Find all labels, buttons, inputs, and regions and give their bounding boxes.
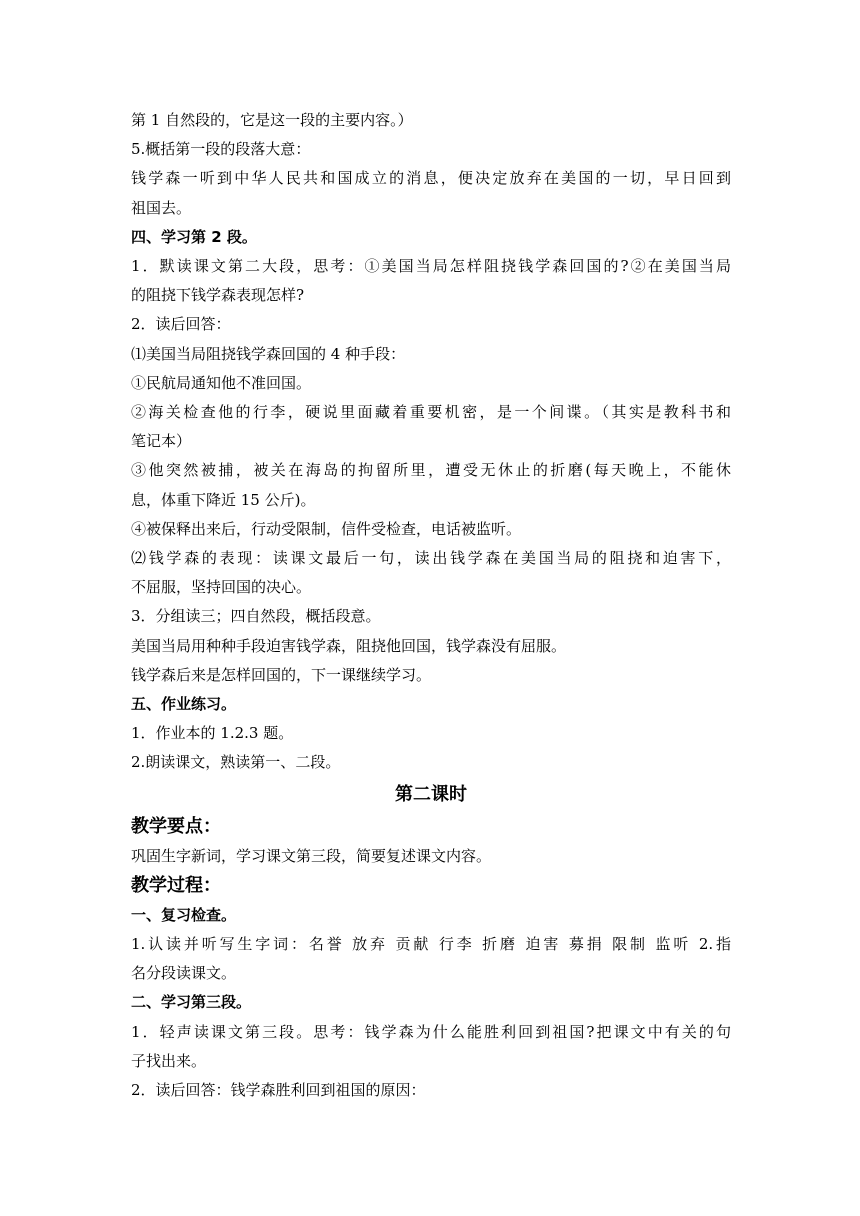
text-line: 美国当局用种种手段迫害钱学森，阻挠他回国，钱学森没有屈服。 — [131, 636, 567, 655]
text-line: 笔记本） — [131, 432, 192, 451]
text-line: 钱学森一听到中华人民共和国成立的消息，便决定放弃在美国的一切，早日回到 — [131, 169, 731, 188]
text-line: 2.朗读课文，熟读第一、二段。 — [131, 753, 341, 772]
text-line: 1.认读并听写生字词：名誉 放弃 贡献 行李 折磨 迫害 募捐 限制 监听 2.指 — [131, 935, 731, 954]
text-line: 祖国去。 — [131, 198, 192, 217]
text-line: 2．读后回答：钱学森胜利回到祖国的原因： — [131, 1081, 426, 1100]
text-line: 1．默读课文第二大段，思考：①美国当局怎样阻挠钱学森回国的?②在美国当局 — [131, 257, 731, 276]
section-heading: 一、复习检查。 — [131, 905, 237, 924]
text-line: ④被保释出来后，行动受限制，信件受检查，电话被监听。 — [131, 519, 522, 538]
section-heading: 五、作业练习。 — [131, 695, 237, 714]
text-line: ③他突然被捕，被关在海岛的拘留所里，遭受无休止的折磨(每天晚上，不能休 — [131, 461, 731, 480]
text-line: 第 1 自然段的，它是这一段的主要内容。） — [131, 111, 413, 129]
text-line: ②海关检查他的行李，硬说里面藏着重要机密，是一个间谍。（其实是教科书和 — [131, 403, 731, 422]
section-heading: 二、学习第三段。 — [131, 993, 252, 1012]
section-heading: 四、学习第 2 段。 — [131, 227, 257, 246]
text-line: 5.概括第一段的段落大意： — [131, 140, 311, 159]
text-line: 巩固生字新词，学习课文第三段，简要复述课文内容。 — [131, 846, 492, 865]
text-line: ⑴美国当局阻挠钱学森回国的 4 种手段： — [131, 344, 406, 363]
text-line: ⑵钱学森的表现：读课文最后一句，读出钱学森在美国当局的阻挠和迫害下， — [131, 549, 731, 568]
text-line: 名分段读课文。 — [131, 964, 237, 983]
subheading: 教学要点： — [131, 815, 221, 837]
text-line: 钱学森后来是怎样回国的，下一课继续学习。 — [131, 665, 432, 684]
lesson-title: 第二课时 — [395, 783, 467, 805]
text-line: 不屈服，坚持回国的决心。 — [131, 578, 312, 597]
text-line: ①民航局通知他不准回国。 — [131, 373, 312, 392]
document-body — [131, 106, 731, 1105]
text-line: 息，体重下降近 15 公斤)。 — [131, 490, 316, 509]
text-line: 子找出来。 — [131, 1051, 207, 1070]
text-line: 3．分组读三；四自然段，概括段意。 — [131, 607, 381, 626]
text-line: 1．轻声读课文第三段。思考：钱学森为什么能胜利回到祖国?把课文中有关的句 — [131, 1022, 731, 1041]
text-line: 2．读后回答： — [131, 315, 231, 334]
text-line: 的阻挠下钱学森表现怎样? — [131, 286, 305, 305]
subheading: 教学过程： — [131, 874, 221, 896]
text-line: 1．作业本的 1.2.3 题。 — [131, 724, 294, 743]
